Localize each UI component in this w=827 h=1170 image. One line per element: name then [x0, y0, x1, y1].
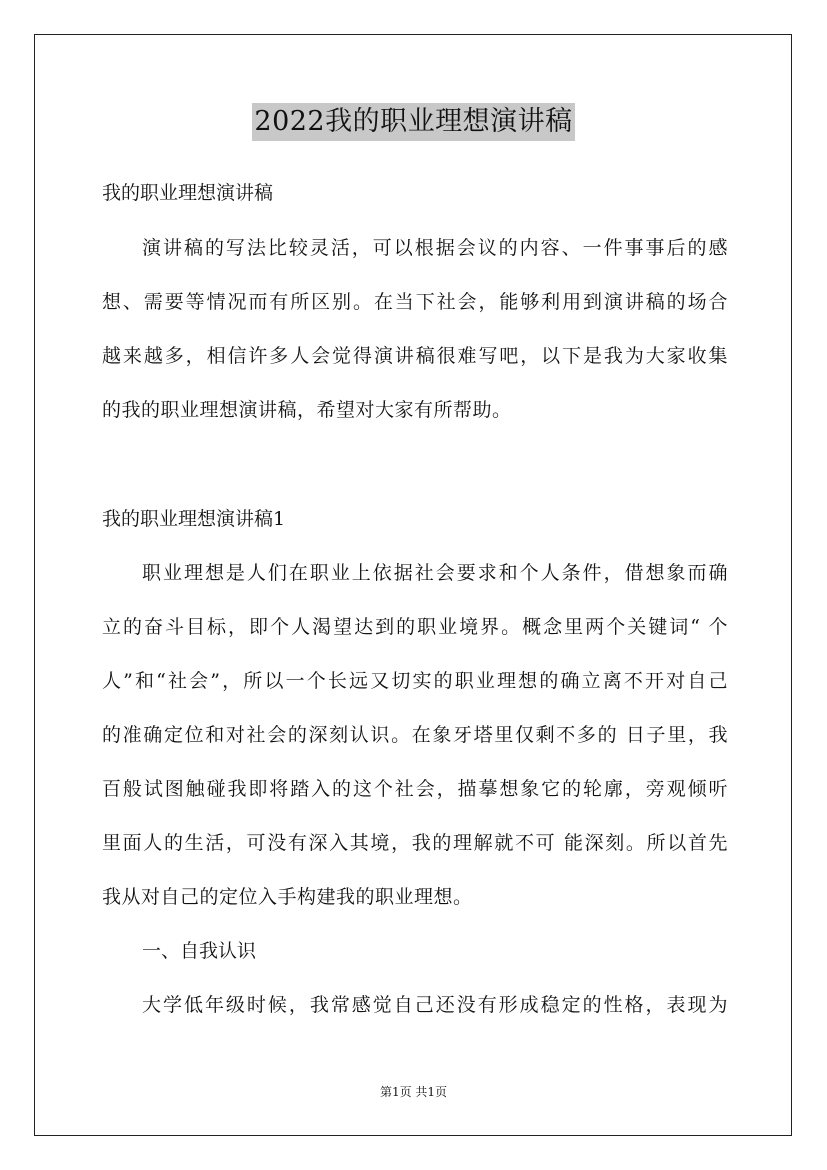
section1-paragraph: [102, 546, 728, 924]
paragraph-line: 的我的职业理想演讲稿，希望对大家有所帮助。: [102, 399, 512, 421]
page-footer: 第1页 共1页: [379, 1085, 448, 1099]
title-container: [0, 103, 827, 141]
section-heading: 我的职业理想演讲稿1: [102, 508, 286, 530]
subheading: 我的职业理想演讲稿: [102, 182, 274, 204]
intro-paragraph: [102, 221, 728, 437]
paragraph-line: 的准确定位和对社会的深刻认识。在象牙塔里仅剩不多的 日子里，我: [102, 724, 728, 746]
paragraph-line: 想、需要等情况而有所区别。在当下社会，能够利用到演讲稿的场合: [102, 291, 728, 313]
paragraph-line: 越来越多，相信许多人会觉得演讲稿很难写吧，以下是我为大家收集: [102, 345, 728, 367]
subsection-paragraph: [102, 978, 728, 1032]
paragraph-line: 我从对自己的定位入手构建我的职业理想。: [102, 886, 473, 908]
paragraph-line: 演讲稿的写法比较灵活，可以根据会议的内容、一件事事后的感: [142, 237, 728, 259]
subsection-heading: 一、自我认识: [142, 940, 257, 962]
paragraph-line: 职业理想是人们在职业上依据社会要求和个人条件，借想象而确: [142, 562, 728, 584]
paragraph-line: 百般试图触碰我即将踏入的这个社会，描摹想象它的轮廓，旁观倾听: [102, 778, 728, 800]
paragraph-line: 立的奋斗目标，即个人渴望达到的职业境界。概念里两个关键词“ 个: [102, 616, 728, 638]
paragraph-line: 大学低年级时候，我常感觉自己还没有形成稳定的性格，表现为: [142, 994, 728, 1016]
paragraph-line: 人”和“社会”，所以一个长远又切实的职业理想的确立离不开对自己: [102, 670, 728, 692]
document-title: 2022我的职业理想演讲稿: [252, 103, 574, 141]
paragraph-line: 里面人的生活，可没有深入其境，我的理解就不可 能深刻。所以首先: [102, 832, 728, 854]
